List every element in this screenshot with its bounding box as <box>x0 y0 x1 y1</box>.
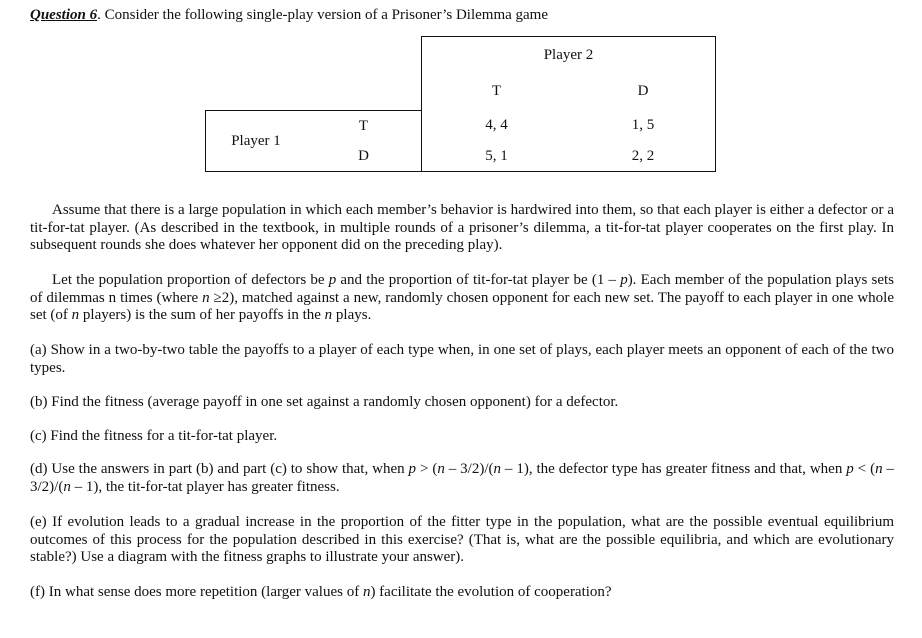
p2-var-n3: n <box>324 307 333 323</box>
col-strategy-t: T <box>421 73 572 111</box>
pd-var-n4: n <box>63 478 71 495</box>
pd-text-b: > ( <box>416 461 438 477</box>
col-strategy-d: D <box>571 73 716 111</box>
pd-var-n3: n <box>875 461 883 477</box>
part-e: (e) If evolution leads to a gradual increase in the proportion of the fitter type in the population, what are the possible eventual equilibrium outcomes of this process for the population described in this exercise? (That is, what are the possible equilibria, and which are evolutionary stable?) Use a diagram with the fitness graphs to illustrate your answer). <box>30 514 894 565</box>
row-strategy-t: T <box>306 110 422 142</box>
p2-text-a: Let the population proportion of defectors be <box>52 272 329 288</box>
pd-var-p2: p <box>846 461 854 477</box>
pd-text-c: – 3/2)/( <box>444 461 494 477</box>
payoff-dd: 2, 2 <box>571 141 716 172</box>
part-a: (a) Show in a two-by-two table the payoffs to a player of each type when, in one set of plays, each player meets an opponent of each of the two types. <box>30 342 894 376</box>
payoff-tt: 4, 4 <box>421 110 572 142</box>
paragraph-assumption: Assume that there is a large population in which each member’s behavior is hardwired into them, so that each player is either a defector or a tit-for-tat player. (As described in the textbook, in multiple rounds of a prisoner’s dilemma, a tit-for-tat player cooperates on the first play. In subsequent rounds she does whatever her opponent did on the preceding play). <box>30 202 894 253</box>
payoff-td: 1, 5 <box>571 110 716 142</box>
player2-header: Player 2 <box>421 36 716 74</box>
pd-text-g: – 1), the tit-for-tat player has greater fitness. <box>70 478 340 495</box>
p2-var-p2: p <box>620 272 628 288</box>
p2-text-f: plays. <box>332 307 372 323</box>
p2-var-n2: n <box>71 307 80 323</box>
p2-var-p: p <box>328 272 337 288</box>
part-f <box>30 584 894 602</box>
player1-header: Player 1 <box>205 110 307 172</box>
p2-text-e: players) is the sum of her payoffs in the <box>79 307 325 323</box>
paragraph-population <box>30 272 894 325</box>
pf-text-a: (f) In what sense does more repetition (larger values of <box>30 584 363 600</box>
pf-var-n: n <box>362 584 371 600</box>
p2-text-b: and the proportion of tit-for-tat player be (1 – <box>336 272 621 288</box>
p2-text-d: ≥2), matched against a new, randomly chosen opponent for each new set. The payoff to each player in one whole set (of <box>30 289 894 323</box>
p2-var-n: n <box>202 289 210 306</box>
part-d <box>30 461 894 496</box>
pd-text-e: < ( <box>853 461 876 477</box>
part-b: (b) Find the fitness (average payoff in one set against a randomly chosen opponent) for a defector. <box>30 394 619 410</box>
pd-var-n2: n <box>493 461 501 477</box>
question-intro: . Consider the following single-play version of a Prisoner’s Dilemma game <box>97 7 548 23</box>
pd-var-p: p <box>408 461 417 477</box>
part-c: (c) Find the fitness for a tit-for-tat player. <box>30 428 278 444</box>
pd-text-f: – 3/2)/( <box>30 461 894 495</box>
p2-text-c: ). Each member of the population plays sets of dilemmas n times (where <box>30 272 894 306</box>
pf-text-b: ) facilitate the evolution of cooperation? <box>370 584 612 600</box>
payoff-dt: 5, 1 <box>421 141 572 172</box>
pd-text-a: (d) Use the answers in part (b) and part (c) to show that, when <box>30 461 409 477</box>
pd-text-d: – 1), the defector type has greater fitness and that, when <box>501 461 847 477</box>
question-heading <box>30 7 548 24</box>
row-strategy-d: D <box>306 141 422 172</box>
question-label: Question 6 <box>30 7 98 23</box>
pd-var-n: n <box>437 461 445 477</box>
